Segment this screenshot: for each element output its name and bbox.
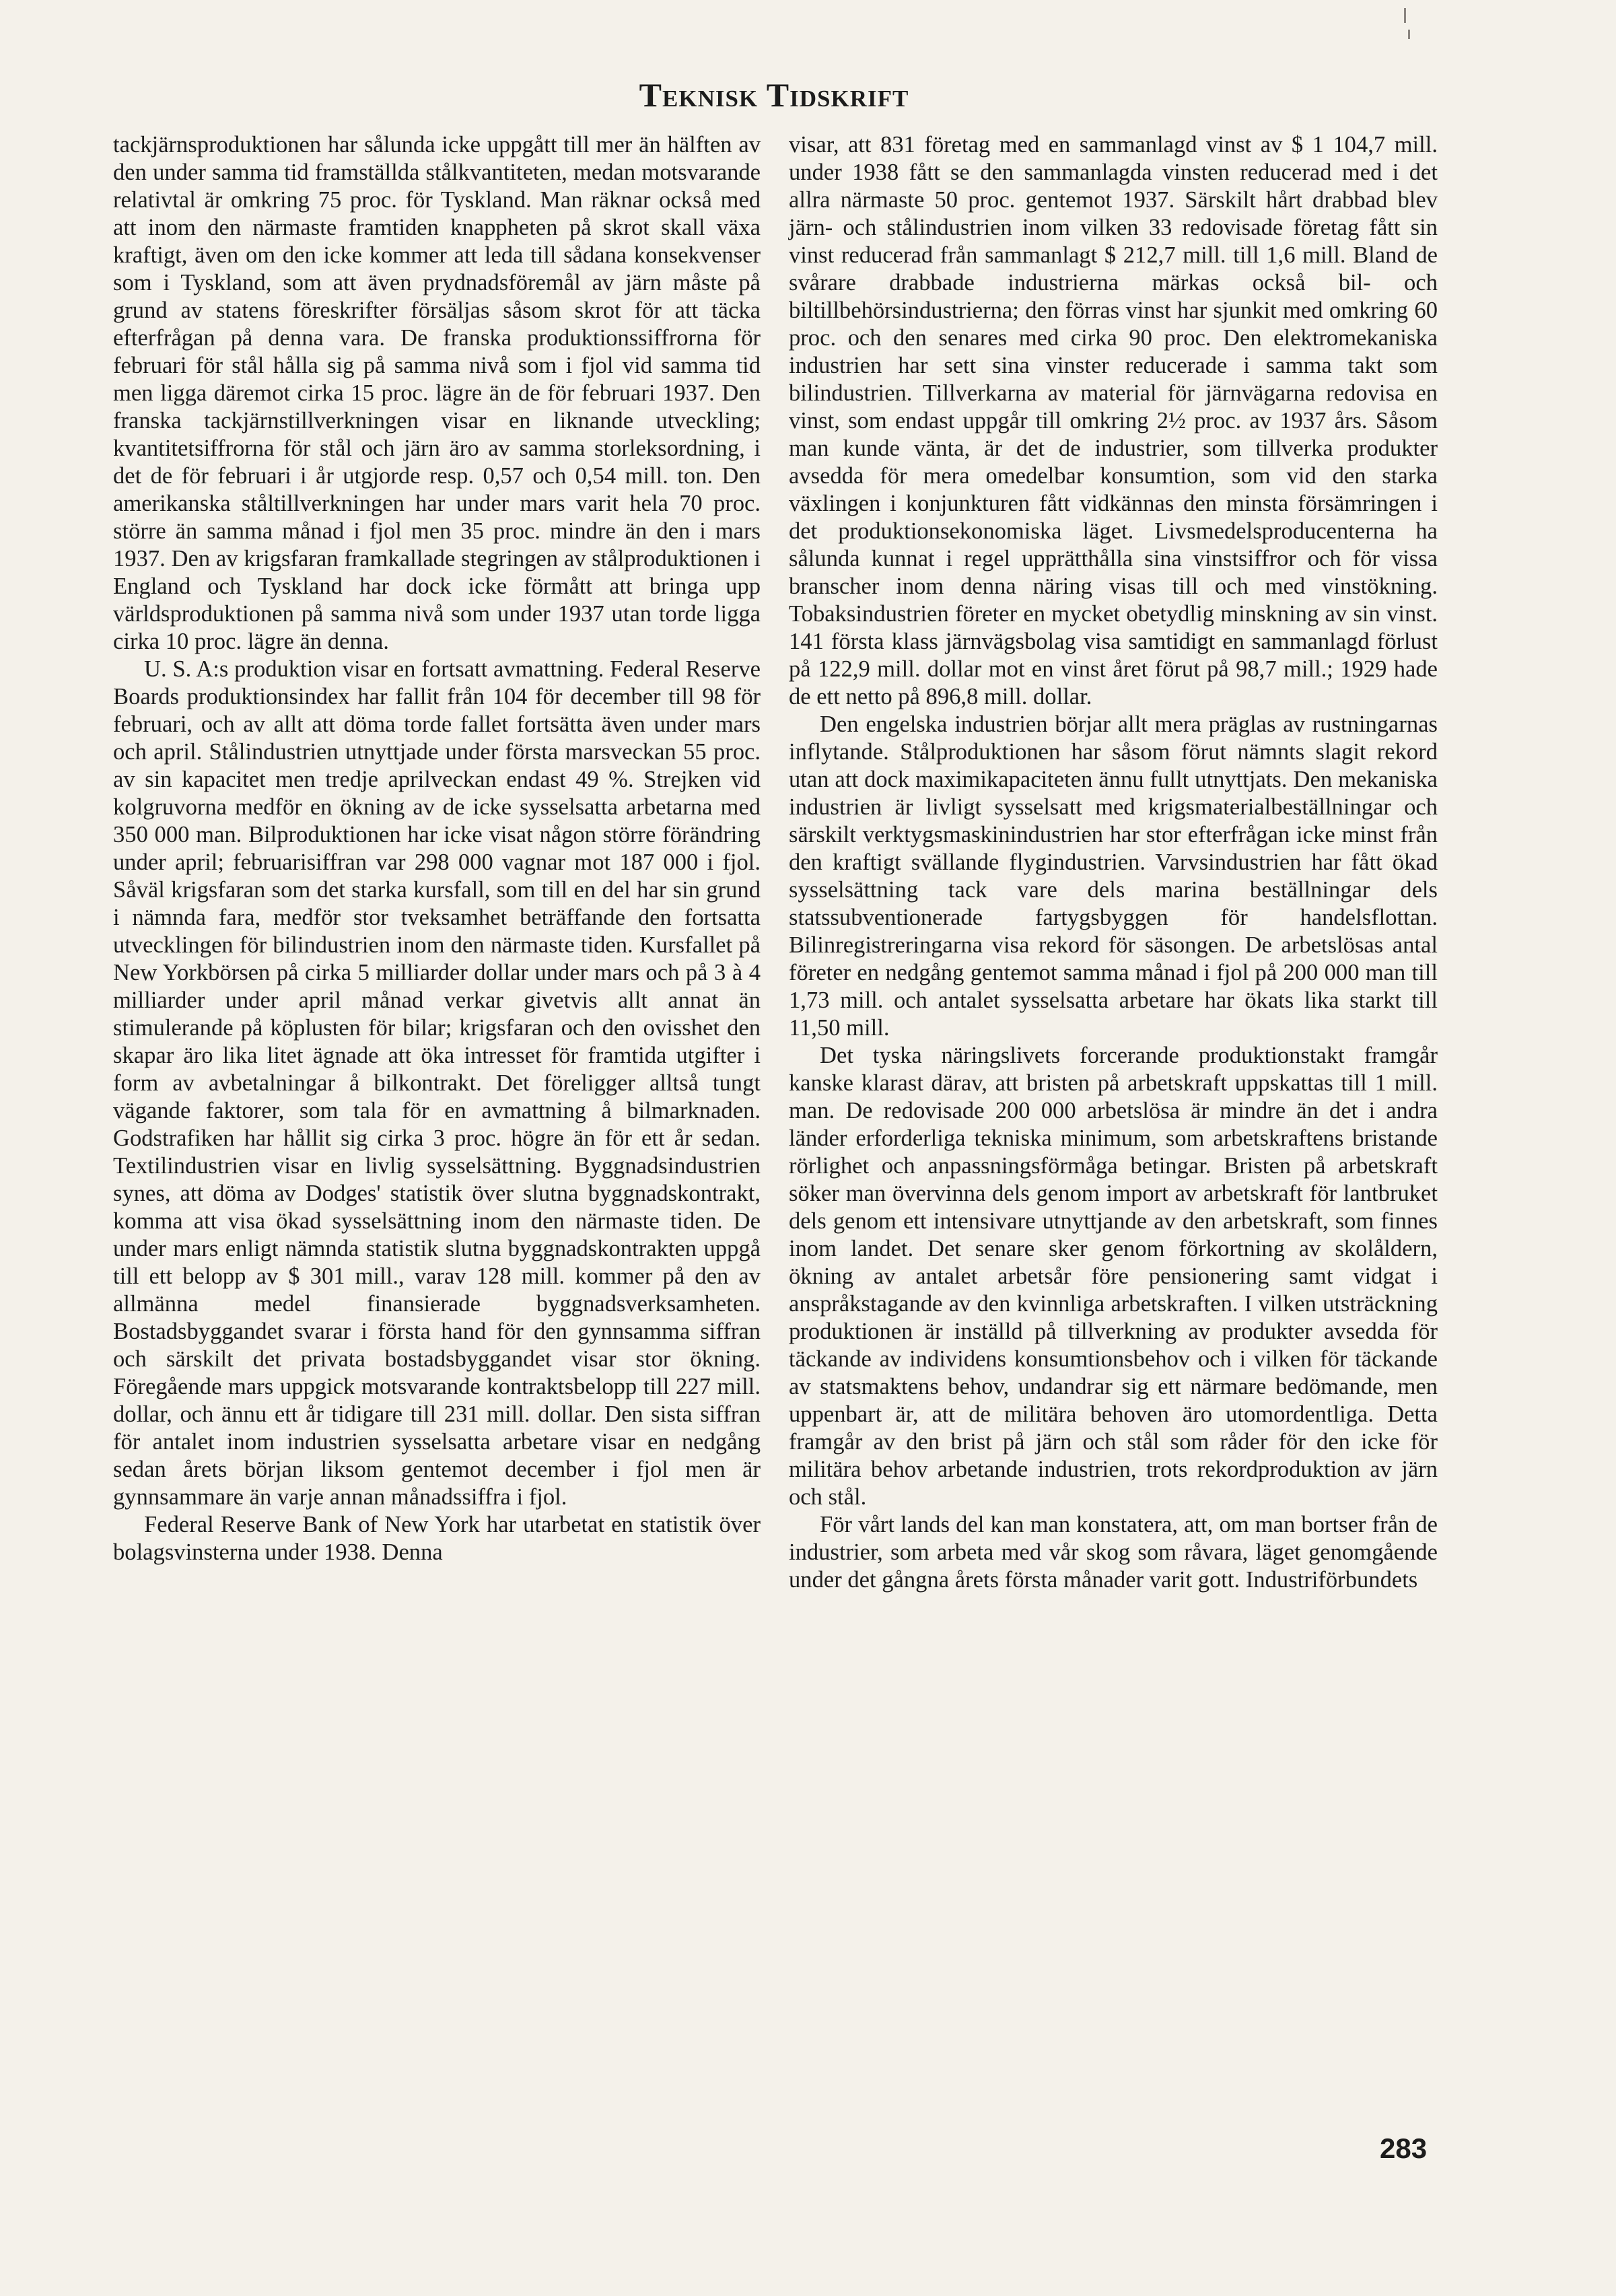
paragraph: För vårt lands del kan man konstatera, att, om man bortser från de industrier, som arbeta med vår skog som råvara, läget genomgående under det gångna årets första månader varit gott. Industriförbundets	[789, 1512, 1438, 1593]
paragraph: Den engelska industrien börjar allt mera präglas av rustningarnas inflytande. Stålproduktionen har såsom förut nämnts slagit rekord utan att dock maximikapaciteten ännu fullt utnyttjats. Den mekaniska industrien är livligt sysselsatt med krigsmaterialbeställningar och särskilt verktygsmaskinindustrien har stor efterfrågan icke minst från den kraftigt svällande flygindustrien. Varvsindustrien har fått ökad sysselsättning tack vare dels marina beställningar dels statssubventionerade fartygsbyggen för handelsflottan. Bilinregistreringarna visa rekord för säsongen. De arbetslösas antal företer en nedgång gentemot samma månad i fjol på 200 000 man till 1,73 mill. och antalet sysselsatta arbetare har ökats lika starkt till 11,50 mill.	[789, 711, 1438, 1041]
paragraph: visar, att 831 företag med en sammanlagd vinst av $ 1 104,7 mill. under 1938 fått se den sammanlagda vinsten reducerad med i det allra närmaste 50 proc. gentemot 1937. Särskilt hårt drabbad blev järn- och stålindustrien inom vilken 33 redovisade företag fått sin vinst reducerad från sammanlagt $ 212,7 mill. till 1,6 mill. Bland de svårare drabbade industrierna märkas också bil- och biltillbehörsindustrierna; den förras vinst har sjunkit med omkring 60 proc. och den senares med cirka 90 proc. Den elektromekaniska industrien har sett sina vinster reducerade i samma takt som bilindustrien. Tillverkarna av material för järnvägarna redovisa en vinst, som endast uppgår till omkring 2½ proc. av 1937 års. Såsom man kunde vänta, är det de industrier, som tillverka produkter avsedda för mera omedelbar konsumtion, som vid den starka växlingen i konjunkturen fått vidkännas den minsta försämringen i det produktionsekonomiska läget. Livsmedelsproducenterna ha sålunda kunnat i regel upprätthålla sina vinstsiffror och för vissa branscher inom denna näring visas till och med vinstökning. Tobaksindustrien företer en mycket obetydlig minskning av sin vinst. 141 första klass järnvägsbolag visa samtidigt en sammanlagd förlust på 122,9 mill. dollar mot en vinst året förut på 98,7 mill.; 1929 hade de ett netto på 896,8 mill. dollar.	[789, 132, 1438, 709]
paragraph: Federal Reserve Bank of New York har utarbetat en statistik över bolagsvinsterna under 1938. Denna	[113, 1512, 761, 1565]
page-number: 283	[1380, 2132, 1428, 2164]
journal-title: Teknisk Tidskrift	[639, 76, 909, 114]
paragraph: U. S. A:s produktion visar en fortsatt avmattning. Federal Reserve Boards produktionsindex har fallit från 104 för december till 98 för februari, och av allt att döma torde fallet fortsätta även under mars och april. Stålindustrien utnyttjade under första marsveckan 55 proc. av sin kapacitet men tredje aprilveckan endast 49 %. Strejken vid kolgruvorna medför en ökning av de icke sysselsatta arbetarna med 350 000 man. Bilproduktionen har icke visat någon större förändring under april; februarisiffran var 298 000 vagnar mot 187 000 i fjol. Såväl krigsfaran som det starka kursfall, som till en del har sin grund i nämnda fara, medför stor tveksamhet beträffande den fortsatta utvecklingen för bilindustrien inom den närmaste tiden. Kursfallet på New Yorkbörsen på cirka 5 milliarder dollar under mars och på 3 à 4 milliarder under april månad verkar givetvis allt annat än stimulerande på köplusten för bilar; krigsfaran och den ovisshet den skapar äro lika litet ägnade att öka intresset för framtida utgifter i form av avbetalningar å bilkontrakt. Det föreligger alltså tungt vägande faktorer, som tala för en avmattning å bilmarknaden. Godstrafiken har hållit sig cirka 3 proc. högre än för ett år sedan. Textilindustrien visar en livlig sysselsättning. Byggnadsindustrien synes, att döma av Dodges' statistik över slutna byggnadskontrakt, komma att visa ökad sysselsättning inom den närmaste tiden. De under mars enligt nämnda statistik slutna byggnadskontrakten uppgå till ett belopp av $ 301 mill., varav 128 mill. kommer på den av allmänna medel finansierade byggnadsverksamheten. Bostadsbyggandet svarar i första hand för den gynnsamma siffran och särskilt det privata bostadsbyggandet visar stor ökning. Föregående mars uppgick motsvarande kontraktsbelopp till 227 mill. dollar, och ännu ett år tidigare till 231 mill. dollar. Den sista siffran för antalet inom industrien sysselsatta arbetare visar en nedgång sedan årets början liksom gentemot december i fjol men är gynnsammare än varje annan månadssiffra i fjol.	[113, 656, 761, 1510]
scan-edge-mark	[1404, 8, 1406, 23]
paragraph: tackjärnsproduktionen har sålunda icke uppgått till mer än hälften av den under samma tid framställda stålkvantiteten, medan motsvarande relativtal är omkring 75 proc. för Tyskland. Man räknar också med att inom den närmaste framtiden knappheten på skrot skall växa kraftigt, även om den icke kommer att leda till sådana konsekvenser som i Tyskland, som att även prydnadsföremål av järn måste på grund av statens föreskrifter försäljas såsom skrot för att täcka efterfrågan på denna vara. De franska produktionssiffrorna för februari för stål hålla sig på samma nivå som i fjol vid samma tid men ligga däremot cirka 15 proc. lägre än de för februari 1937. Den franska tackjärnstillverkningen visar en liknande utveckling; kvantitetsiffrorna för stål och järn äro av samma storleksordning, i det de för februari i år utgjorde resp. 0,57 och 0,54 mill. ton. Den amerikanska ståltillverkningen har under mars varit hela 70 proc. större än samma månad i fjol men 35 proc. mindre än den i mars 1937. Den av krigsfaran framkallade stegringen av stålproduktionen i England och Tyskland har dock icke förmått att bringa upp världsproduktionen på samma nivå som under 1937 utan torde ligga cirka 10 proc. lägre än denna.	[113, 132, 761, 654]
paragraph: Det tyska näringslivets forcerande produktionstakt framgår kanske klarast därav, att bristen på arbetskraft uppskattas till 1 mill. man. De redovisade 200 000 arbetslösa är mindre än det i andra länder erforderliga tekniska minimum, som arbetskraftens bristande rörlighet och anpassningsförmåga betingar. Bristen på arbetskraft söker man övervinna dels genom import av arbetskraft för lantbruket dels genom ett intensivare utnyttjande av den arbetskraft, som finnes inom landet. Det senare sker genom förkortning av skolåldern, ökning av antalet arbetsår före pensionering samt vidgat i anspråkstagande av den kvinnliga arbetskraften. I vilken utsträckning produktionen är inställd på tillverkning av produkter avsedda för täckande av individens konsumtionsbehov och i vilken för täckande av statsmaktens behov, undandrar sig ett närmare bedömande, men uppenbart är, att de militära behoven äro utomordentliga. Detta framgår av den brist på järn och stål som råder för den icke för militära behov arbetande industrien, trots rekordproduktion av järn och stål.	[789, 1043, 1438, 1510]
right-column	[789, 131, 1438, 1594]
scan-edge-mark	[1408, 30, 1410, 39]
left-column	[113, 131, 761, 1566]
